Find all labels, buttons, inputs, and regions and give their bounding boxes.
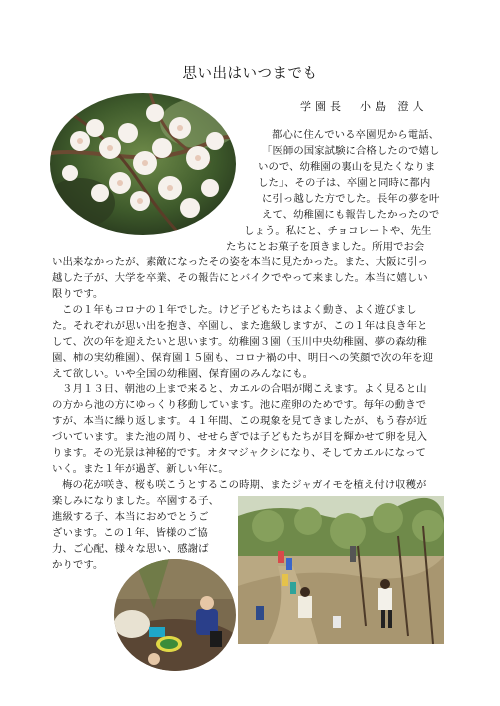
text-line: いので、幼稚園の裏山を見たくなりま xyxy=(258,161,436,173)
hillside-children-photo xyxy=(238,496,444,644)
text-line: 「医師の国家試験に合格したので嬉し xyxy=(262,145,440,157)
text-line: この１年もコロナの１年でした。けど子どもたちはよく動き、よく遊びまし xyxy=(62,304,417,316)
text-line: 梅の花が咲き、桜も咲こうとするこの時期、またジャガイモを植え付け収穫が xyxy=(62,479,427,491)
plum-blossom-photo xyxy=(50,93,236,235)
text-line: ざいます。この１年、皆様のご協 xyxy=(52,527,208,539)
text-line: いく。また１年が過ぎ、新しい年に。 xyxy=(52,463,229,475)
text-line: して、次の年を迎えたいと思います。幼稚園３園（玉川中央幼稚園、夢の森幼稚 xyxy=(52,336,427,348)
text-line: の方から池の方にゆっくり移動しています。池に産卵のためです。毎年の動きで xyxy=(52,399,427,411)
text-line: 進級する子、本当におめでとうご xyxy=(52,511,209,523)
text-line: えて欲しい。いや全国の幼稚園、保育園のみんなにも。 xyxy=(52,368,314,380)
text-line: 限りです。 xyxy=(52,288,104,300)
text-line: 楽しみになりました。卒園する子、 xyxy=(52,495,220,507)
text-line: すが、本当に繰り返します。４１年間、この現象を見てきましたが、もう春が近 xyxy=(52,415,428,427)
text-line: ３月１３日、朝池の上まで来ると、カエルの合唱が聞こえます。よく見ると山 xyxy=(62,383,427,395)
page-title: 思い出はいつまでも xyxy=(182,66,318,82)
text-line: づいています。また池の周り、せせらぎでは子どもたちが目を輝かせて卵を見入 xyxy=(52,431,428,443)
author-byline: 学園長 小島 澄人 xyxy=(300,100,428,113)
text-line: 園、柿の実幼稚園）、保育園１５園も、コロナ禍の中、明日への笑顔で次の年を迎 xyxy=(52,352,434,364)
text-line: い出来なかったが、素敵になったその姿を本当に見たかった。また、大阪に引っ xyxy=(52,256,428,268)
text-line: しょう。私にと、チョコレートや、先生 xyxy=(244,225,432,237)
text-line: に引っ越した方でした。長年の夢を叶 xyxy=(262,193,440,205)
text-line: たちにとお菓子を頂きました。所用でお会 xyxy=(226,241,425,253)
text-line: 力、ご心配、様々な思い、感謝ば xyxy=(52,543,209,555)
text-line: 越した子が、大学を卒業、その報告にとバイクでやって来ました。本当に嬉しい xyxy=(52,272,428,284)
text-line: 都心に住んでいる卒園児から電話、 xyxy=(272,129,440,141)
text-line: かりです。 xyxy=(52,559,104,571)
children-planting-photo xyxy=(114,559,236,671)
text-line: えて、幼稚園にも報告したかったので xyxy=(262,209,440,221)
text-line: ります。その光景は神秘的です。オタマジャクシになり、そしてカエルになって xyxy=(52,447,426,459)
text-line: た。それぞれが思い出を抱き、卒園し、また進級しますが、この１年は良き年と xyxy=(52,320,428,332)
text-line: した」、その子は、卒園と同時に都内 xyxy=(258,177,431,189)
